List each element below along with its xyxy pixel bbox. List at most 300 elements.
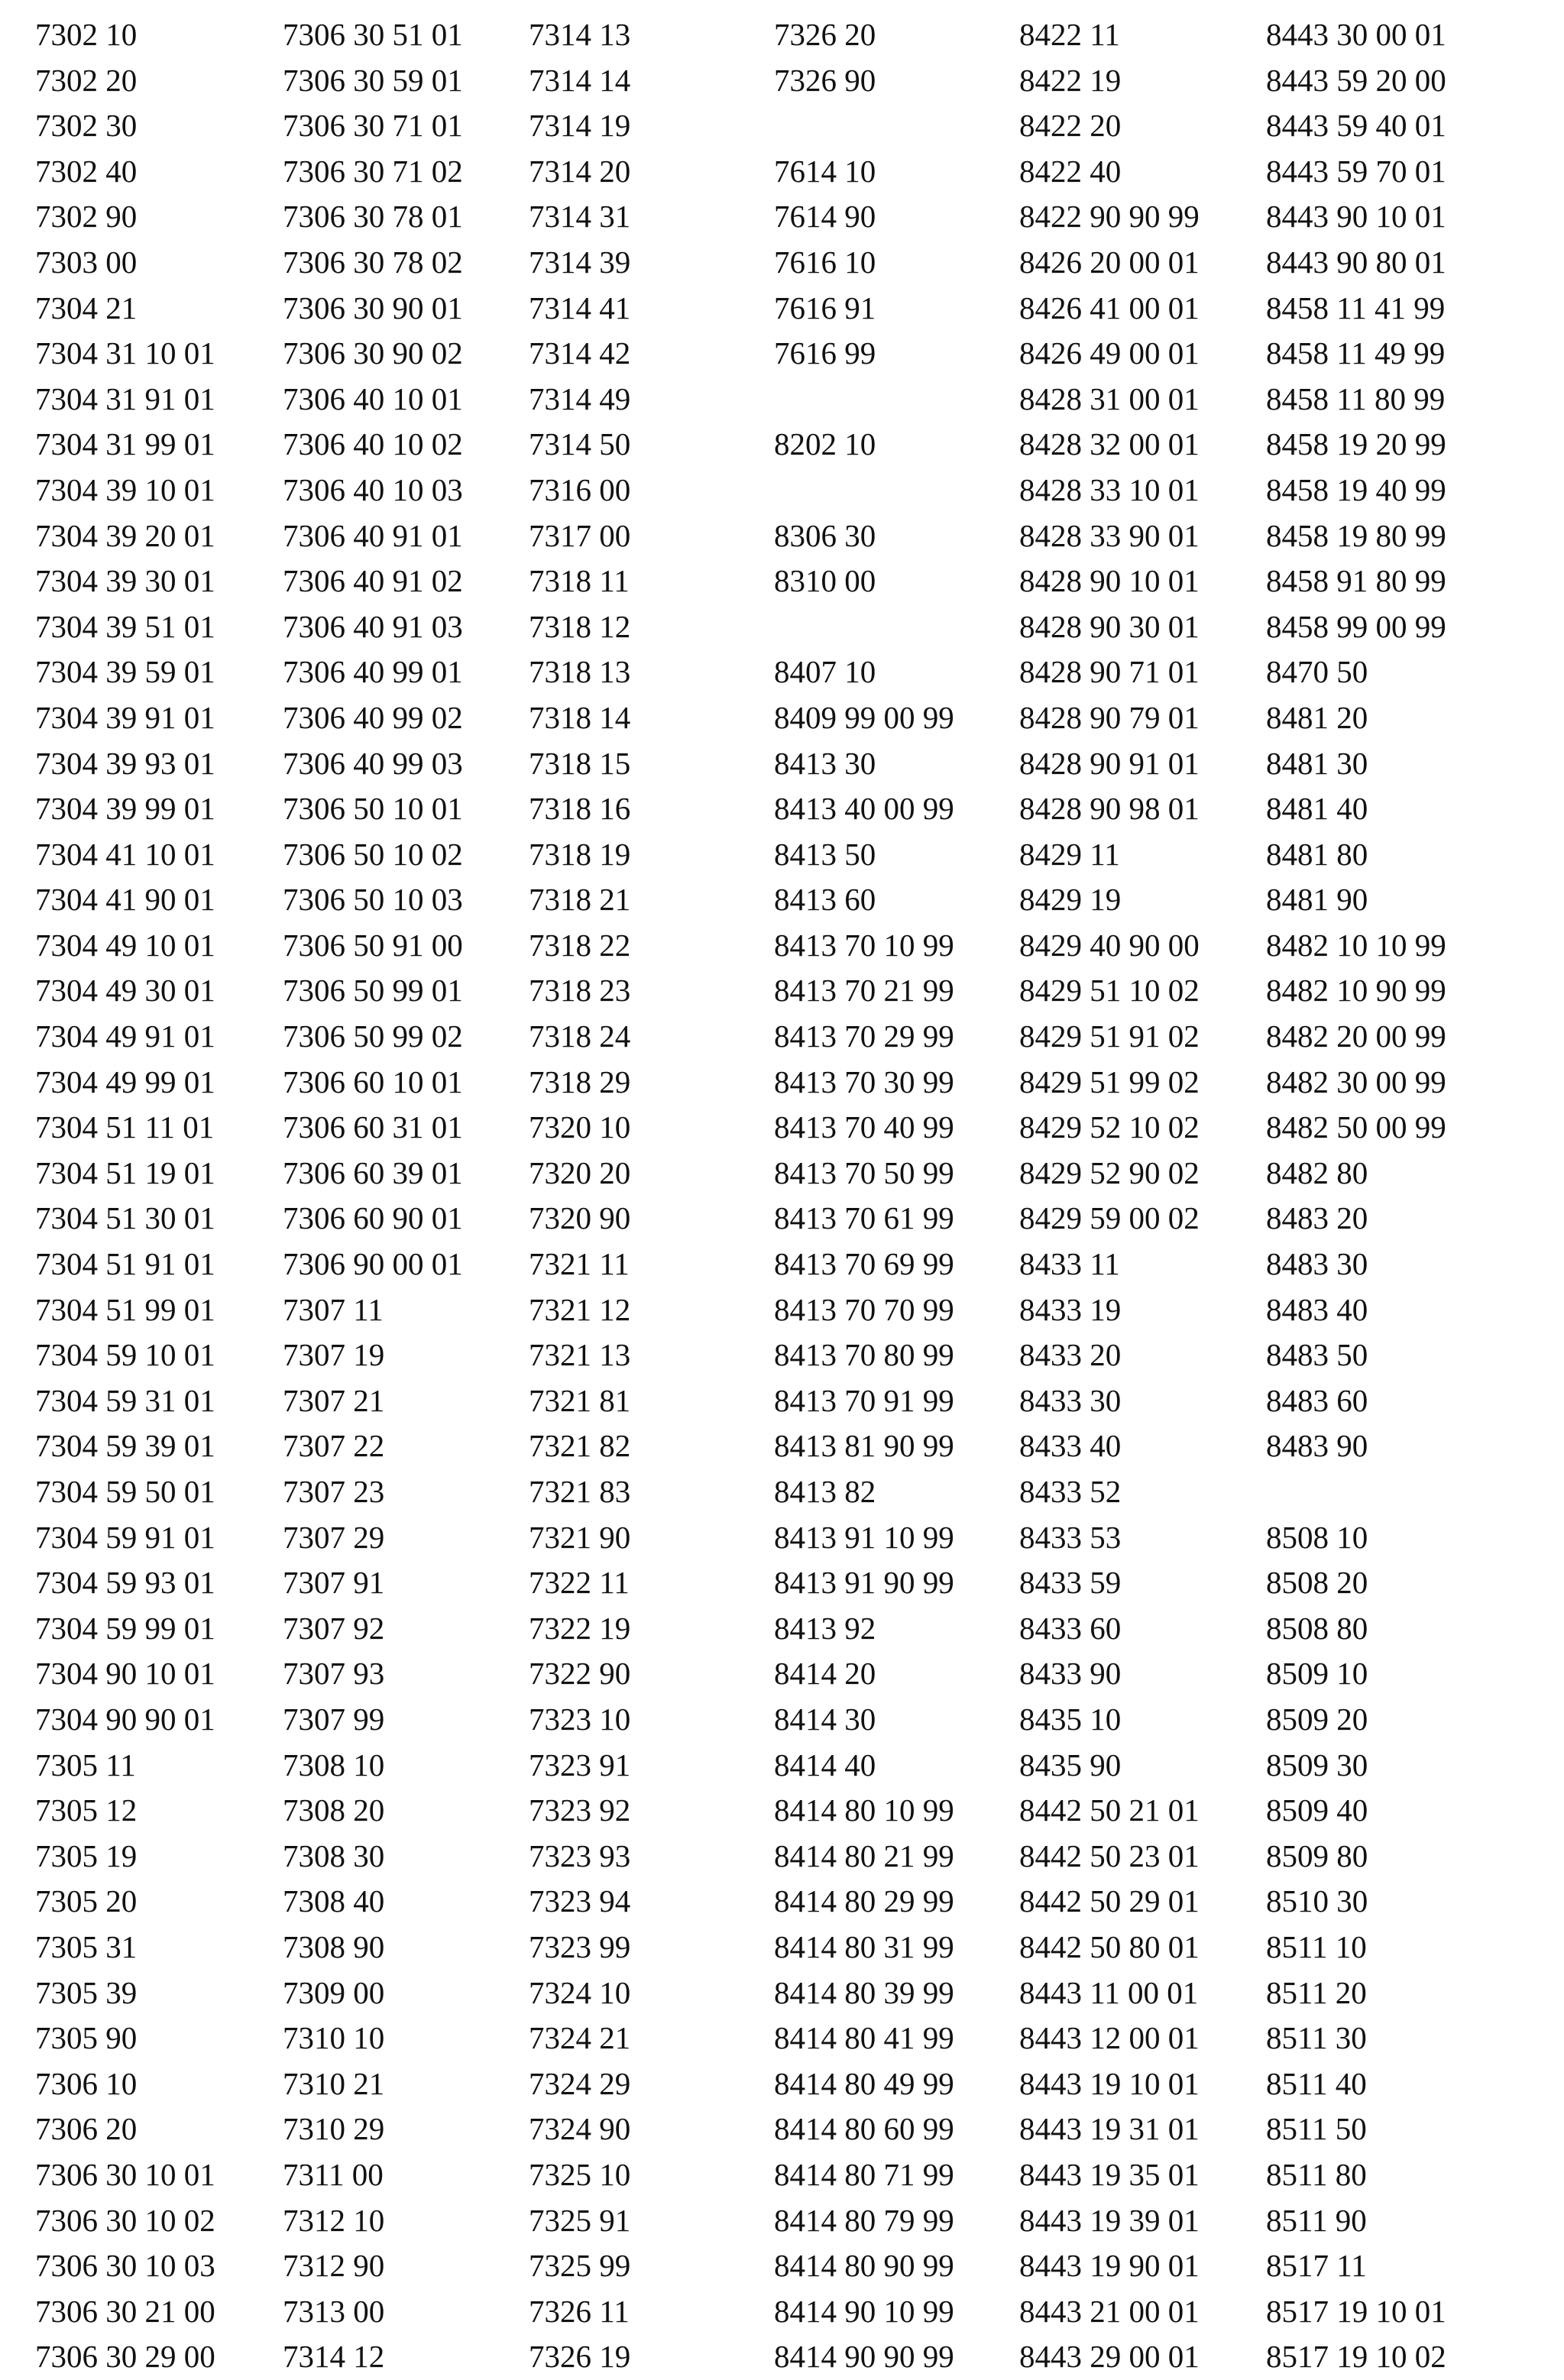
code-entry: 7305 19	[35, 1838, 138, 1873]
code-entry: 8429 52 10 02	[1019, 1109, 1200, 1145]
code-entry: 7306 30 29 00	[35, 2339, 215, 2375]
code-entry: 8483 40	[1266, 1291, 1368, 1327]
code-entry: 7304 31 99 01	[35, 426, 215, 462]
code-entry: 8433 30	[1019, 1382, 1122, 1418]
code-entry: 7318 16	[529, 791, 631, 827]
code-entry: 8428 90 79 01	[1019, 699, 1200, 735]
code-entry: 8433 19	[1019, 1291, 1122, 1327]
code-entry: 8414 80 29 99	[774, 1883, 954, 1919]
code-entry: 7320 10	[529, 1109, 631, 1145]
code-entry: 7306 30 59 01	[283, 62, 463, 98]
code-entry: 7306 30 90 02	[283, 335, 463, 371]
code-entry: 8413 70 80 99	[774, 1337, 954, 1373]
code-entry: 7311 00	[283, 2156, 384, 2192]
code-entry: 8443 12 00 01	[1019, 2020, 1200, 2056]
code-entry: 7304 59 93 01	[35, 1565, 215, 1601]
code-entry: 7304 49 30 01	[35, 973, 215, 1009]
code-entry: 8433 53	[1019, 1519, 1122, 1555]
code-column-5	[1019, 12, 1200, 2380]
code-entry: 8483 20	[1266, 1200, 1368, 1236]
code-entry: 7307 11	[283, 1291, 384, 1327]
code-entry: 7317 00	[529, 517, 631, 553]
code-entry: 7312 90	[283, 2248, 385, 2284]
code-entry: 7307 22	[283, 1428, 385, 1464]
code-entry: 8517 19 10 01	[1266, 2293, 1446, 2329]
code-entry: 8458 99 00 99	[1266, 608, 1446, 644]
code-entry: 7318 19	[529, 836, 631, 872]
code-entry: 8414 80 79 99	[774, 2202, 954, 2238]
code-entry: 7314 39	[529, 244, 631, 280]
code-entry: 7614 90	[774, 199, 876, 235]
code-entry: 7306 40 10 03	[283, 471, 463, 507]
code-entry: 8443 19 10 01	[1019, 2065, 1200, 2101]
code-entry: 8511 50	[1266, 2111, 1367, 2147]
code-entry: 7306 20	[35, 2111, 138, 2147]
code-column-3	[529, 12, 630, 2380]
code-entry: 8483 90	[1266, 1428, 1368, 1464]
code-entry: 8511 20	[1266, 1974, 1367, 2010]
code-entry: 7614 10	[774, 153, 876, 189]
code-entry: 7318 15	[529, 745, 631, 781]
code-entry: 8458 91 80 99	[1266, 563, 1446, 599]
code-entry: 8426 49 00 01	[1019, 335, 1200, 371]
code-entry: 7306 30 10 03	[35, 2248, 215, 2284]
code-entry: 8481 80	[1266, 836, 1368, 872]
code-entry: 7302 20	[35, 62, 138, 98]
code-entry: 7324 10	[529, 1974, 631, 2010]
code-entry: 8443 90 80 01	[1266, 244, 1446, 280]
code-entry: 8428 33 90 01	[1019, 517, 1200, 553]
code-entry: 7324 21	[529, 2020, 631, 2056]
code-entry: 7308 10	[283, 1747, 385, 1783]
code-entry: 7318 22	[529, 927, 631, 963]
code-entry: 7320 90	[529, 1200, 631, 1236]
code-entry: 8483 60	[1266, 1382, 1368, 1418]
code-entry: 7306 30 10 02	[35, 2202, 215, 2238]
code-entry: 8428 90 10 01	[1019, 563, 1200, 599]
code-entry: 8409 99 00 99	[774, 699, 954, 735]
code-entry: 8433 60	[1019, 1610, 1122, 1646]
code-entry: 7306 50 10 03	[283, 882, 463, 918]
code-entry: 8517 19 10 02	[1266, 2339, 1446, 2375]
code-entry: 7306 40 99 03	[283, 745, 463, 781]
code-entry: 7304 21	[35, 290, 138, 325]
code-entry: 7314 19	[529, 108, 631, 144]
code-entry: 8481 20	[1266, 699, 1368, 735]
code-entry: 7304 59 91 01	[35, 1519, 215, 1555]
code-entry: 8458 11 41 99	[1266, 290, 1446, 325]
code-entry	[1266, 1469, 1446, 1515]
code-entry: 7321 81	[529, 1382, 631, 1418]
code-entry: 8414 80 21 99	[774, 1838, 954, 1873]
code-entry: 7302 40	[35, 153, 138, 189]
code-entry: 8413 70 91 99	[774, 1382, 954, 1418]
code-entry: 8511 40	[1266, 2065, 1367, 2101]
code-entry: 8511 80	[1266, 2156, 1367, 2192]
code-entry: 8483 30	[1266, 1246, 1368, 1282]
code-entry: 8413 70 61 99	[774, 1200, 954, 1236]
code-entry: 7302 30	[35, 108, 138, 144]
code-entry: 7316 00	[529, 471, 631, 507]
code-entry: 8443 19 35 01	[1019, 2156, 1200, 2192]
code-entry: 8414 80 31 99	[774, 1928, 954, 1964]
code-entry: 8429 52 90 02	[1019, 1154, 1200, 1190]
code-entry: 8414 80 49 99	[774, 2065, 954, 2101]
code-entry: 7302 90	[35, 199, 138, 235]
code-entry: 7322 90	[529, 1656, 631, 1692]
code-entry: 8443 59 20 00	[1266, 62, 1446, 98]
code-entry: 7306 40 10 02	[283, 426, 463, 462]
code-entry: 7308 20	[283, 1792, 385, 1828]
code-entry: 7318 23	[529, 973, 631, 1009]
code-entry: 8413 60	[774, 882, 876, 918]
code-entry: 7304 39 51 01	[35, 608, 215, 644]
code-entry: 7321 12	[529, 1291, 631, 1327]
code-entry: 7304 90 10 01	[35, 1656, 215, 1692]
code-entry: 8413 91 90 99	[774, 1565, 954, 1601]
code-entry: 7304 39 20 01	[35, 517, 215, 553]
code-entry: 8422 40	[1019, 153, 1122, 189]
code-entry: 7306 40 91 02	[283, 563, 463, 599]
code-entry: 7306 40 99 01	[283, 654, 463, 690]
code-entry: 7306 60 10 01	[283, 1064, 463, 1099]
code-entry: 7304 41 10 01	[35, 836, 215, 872]
code-entry: 7307 23	[283, 1474, 385, 1509]
code-entry: 7306 40 99 02	[283, 699, 463, 735]
code-entry: 7304 51 30 01	[35, 1200, 215, 1236]
code-entry: 7307 19	[283, 1337, 385, 1373]
code-entry: 8433 20	[1019, 1337, 1122, 1373]
code-entry: 7306 30 78 01	[283, 199, 463, 235]
code-entry: 8413 82	[774, 1474, 876, 1509]
code-entry: 8429 59 00 02	[1019, 1200, 1200, 1236]
code-entry: 7306 30 78 02	[283, 244, 463, 280]
code-entry: 7306 90 00 01	[283, 1246, 463, 1282]
code-entry: 7318 24	[529, 1018, 631, 1054]
code-entry: 7318 14	[529, 699, 631, 735]
code-entry: 7616 99	[774, 335, 876, 371]
code-entry: 7304 59 39 01	[35, 1428, 215, 1464]
code-entry: 7304 39 10 01	[35, 471, 215, 507]
code-entry: 7321 83	[529, 1474, 631, 1509]
code-entry: 8458 19 20 99	[1266, 426, 1446, 462]
code-entry: 8428 90 91 01	[1019, 745, 1200, 781]
code-entry: 7304 39 91 01	[35, 699, 215, 735]
code-entry: 7304 39 93 01	[35, 745, 215, 781]
code-entry: 7306 40 91 01	[283, 517, 463, 553]
code-entry: 7616 10	[774, 244, 876, 280]
code-entry: 8414 30	[774, 1701, 876, 1737]
code-entry: 8414 80 10 99	[774, 1792, 954, 1828]
code-entry: 8442 50 21 01	[1019, 1792, 1200, 1828]
code-entry: 8458 11 49 99	[1266, 335, 1446, 371]
code-entry: 7306 50 10 02	[283, 836, 463, 872]
code-entry: 7306 50 99 01	[283, 973, 463, 1009]
code-entry: 8414 90 10 99	[774, 2293, 954, 2329]
code-entry: 8508 80	[1266, 1610, 1368, 1646]
code-entry: 7304 59 10 01	[35, 1337, 215, 1373]
code-entry: 8482 50 00 99	[1266, 1109, 1446, 1145]
code-entry: 7321 13	[529, 1337, 631, 1373]
code-entry: 8429 11	[1019, 836, 1120, 872]
code-entry: 7314 31	[529, 199, 631, 235]
code-entry: 8428 33 10 01	[1019, 471, 1200, 507]
code-entry: 7306 60 31 01	[283, 1109, 463, 1145]
code-entry: 8442 50 23 01	[1019, 1838, 1200, 1873]
code-entry: 8310 00	[774, 563, 876, 599]
code-entry: 7318 29	[529, 1064, 631, 1099]
code-entry: 8443 11 00 01	[1019, 1974, 1199, 2010]
code-entry: 7326 19	[529, 2339, 631, 2375]
code-entry: 7306 30 71 01	[283, 108, 463, 144]
code-entry: 8511 90	[1266, 2202, 1367, 2238]
code-entry: 7304 39 30 01	[35, 563, 215, 599]
code-entry: 8482 10 10 99	[1266, 927, 1446, 963]
code-entry: 8428 90 98 01	[1019, 791, 1200, 827]
code-entry: 7321 90	[529, 1519, 631, 1555]
code-entry: 7304 41 90 01	[35, 882, 215, 918]
code-entry: 8428 31 00 01	[1019, 380, 1200, 416]
code-entry: 8482 80	[1266, 1154, 1368, 1190]
code-entry: 8481 40	[1266, 791, 1368, 827]
code-entry: 7304 31 91 01	[35, 380, 215, 416]
code-entry: 8482 20 00 99	[1266, 1018, 1446, 1054]
code-entry: 8482 10 90 99	[1266, 973, 1446, 1009]
code-entry: 8433 52	[1019, 1474, 1122, 1509]
code-entry: 7305 12	[35, 1792, 138, 1828]
code-entry: 8458 19 80 99	[1266, 517, 1446, 553]
code-entry: 8414 20	[774, 1656, 876, 1692]
code-entry: 7314 49	[529, 380, 631, 416]
code-entry: 7307 93	[283, 1656, 385, 1692]
code-entry: 7314 20	[529, 153, 631, 189]
code-entry: 7326 11	[529, 2293, 630, 2329]
code-entry: 8508 20	[1266, 1565, 1368, 1601]
code-entry: 8422 20	[1019, 108, 1122, 144]
code-entry: 8413 70 21 99	[774, 973, 954, 1009]
code-entry: 7306 60 39 01	[283, 1154, 463, 1190]
code-entry: 8413 70 69 99	[774, 1246, 954, 1282]
code-entry: 7306 30 10 01	[35, 2156, 215, 2192]
code-entry: 8483 50	[1266, 1337, 1368, 1373]
code-entry: 8443 59 70 01	[1266, 153, 1446, 189]
code-entry: 8413 30	[774, 745, 876, 781]
code-entry: 8433 40	[1019, 1428, 1122, 1464]
code-entry: 8428 90 71 01	[1019, 654, 1200, 690]
code-entry: 7306 50 10 01	[283, 791, 463, 827]
code-entry: 7304 51 99 01	[35, 1291, 215, 1327]
code-entry: 7306 30 90 01	[283, 290, 463, 325]
code-entry: 7322 19	[529, 1610, 631, 1646]
code-entry: 7304 59 31 01	[35, 1382, 215, 1418]
code-entry: 8413 92	[774, 1610, 876, 1646]
code-entry: 8202 10	[774, 426, 876, 462]
code-entry: 7306 50 99 02	[283, 1018, 463, 1054]
code-entry: 7312 10	[283, 2202, 385, 2238]
code-entry: 8414 80 39 99	[774, 1974, 954, 2010]
code-entry: 7304 59 99 01	[35, 1610, 215, 1646]
code-entry: 8413 70 40 99	[774, 1109, 954, 1145]
code-entry: 7324 29	[529, 2065, 631, 2101]
code-entry: 8429 51 99 02	[1019, 1064, 1200, 1099]
code-entry: 7310 10	[283, 2020, 385, 2056]
code-entry: 8429 51 10 02	[1019, 973, 1200, 1009]
code-entry: 7306 60 90 01	[283, 1200, 463, 1236]
code-entry	[774, 103, 954, 149]
code-entry: 8413 70 29 99	[774, 1018, 954, 1054]
code-entry: 8414 40	[774, 1747, 876, 1783]
code-entry: 7304 49 10 01	[35, 927, 215, 963]
code-entry: 8510 30	[1266, 1883, 1368, 1919]
code-entry: 7303 00	[35, 244, 138, 280]
code-entry: 8509 80	[1266, 1838, 1368, 1873]
code-entry: 7304 31 10 01	[35, 335, 215, 371]
code-entry: 7305 39	[35, 1974, 138, 2010]
code-entry: 7313 00	[283, 2293, 385, 2329]
code-entry: 8413 70 30 99	[774, 1064, 954, 1099]
code-entry: 8509 10	[1266, 1656, 1368, 1692]
code-entry: 7314 13	[529, 17, 631, 52]
code-entry: 8517 11	[1266, 2248, 1367, 2284]
code-entry: 7314 14	[529, 62, 631, 98]
code-entry: 7308 90	[283, 1928, 385, 1964]
code-entry: 8426 20 00 01	[1019, 244, 1200, 280]
code-entry: 7307 21	[283, 1382, 385, 1418]
code-entry: 8433 59	[1019, 1565, 1122, 1601]
code-entry: 8413 50	[774, 836, 876, 872]
code-entry: 7318 21	[529, 882, 631, 918]
code-entry: 8511 30	[1266, 2020, 1367, 2056]
code-entry: 8443 29 00 01	[1019, 2339, 1200, 2375]
code-entry: 8422 90 90 99	[1019, 199, 1200, 235]
code-entry: 7321 82	[529, 1428, 631, 1464]
code-entry: 8481 30	[1266, 745, 1368, 781]
code-entry: 8428 90 30 01	[1019, 608, 1200, 644]
code-column-6	[1266, 12, 1446, 2380]
code-entry: 7323 99	[529, 1928, 631, 1964]
code-entry: 8413 70 70 99	[774, 1291, 954, 1327]
code-entry: 7314 41	[529, 290, 631, 325]
code-entry: 7304 49 99 01	[35, 1064, 215, 1099]
code-entry: 7306 40 91 03	[283, 608, 463, 644]
code-entry: 7325 10	[529, 2156, 631, 2192]
code-entry: 7321 11	[529, 1246, 630, 1282]
code-entry: 8481 90	[1266, 882, 1368, 918]
code-entry: 8407 10	[774, 654, 876, 690]
code-entry: 8414 80 41 99	[774, 2020, 954, 2056]
code-entry: 8443 19 90 01	[1019, 2248, 1200, 2284]
code-column-4	[774, 12, 954, 2380]
code-entry: 8442 50 80 01	[1019, 1928, 1200, 1964]
code-entry: 8422 19	[1019, 62, 1122, 98]
code-entry: 7304 51 91 01	[35, 1246, 215, 1282]
code-entry: 8413 81 90 99	[774, 1428, 954, 1464]
code-entry: 8414 80 71 99	[774, 2156, 954, 2192]
code-entry: 8470 50	[1266, 654, 1368, 690]
code-entry: 7310 21	[283, 2065, 385, 2101]
code-entry: 7323 94	[529, 1883, 631, 1919]
code-entry: 8413 40 00 99	[774, 791, 954, 827]
code-entry: 7318 12	[529, 608, 631, 644]
code-entry: 8426 41 00 01	[1019, 290, 1200, 325]
code-entry: 8429 51 91 02	[1019, 1018, 1200, 1054]
code-entry: 7302 10	[35, 17, 138, 52]
code-entry: 7306 30 51 01	[283, 17, 463, 52]
code-entry: 7314 42	[529, 335, 631, 371]
code-entry: 7307 92	[283, 1610, 385, 1646]
code-entry: 7309 00	[283, 1974, 385, 2010]
code-entry: 7314 50	[529, 426, 631, 462]
code-entry: 7304 51 11 01	[35, 1109, 215, 1145]
code-entry: 7306 50 91 00	[283, 927, 463, 963]
code-entry: 7318 11	[529, 563, 630, 599]
code-entry: 7306 40 10 01	[283, 380, 463, 416]
code-entry: 7325 99	[529, 2248, 631, 2284]
code-entry: 8433 11	[1019, 1246, 1120, 1282]
code-entry: 8413 70 50 99	[774, 1154, 954, 1190]
code-entry: 8413 91 10 99	[774, 1519, 954, 1555]
code-entry: 8443 30 00 01	[1266, 17, 1446, 52]
code-entry: 8435 90	[1019, 1747, 1122, 1783]
code-entry: 8435 10	[1019, 1701, 1122, 1737]
code-entry: 8511 10	[1266, 1928, 1367, 1964]
code-entry: 7314 12	[283, 2339, 385, 2375]
code-entry: 8509 40	[1266, 1792, 1368, 1828]
code-entry: 7304 90 90 01	[35, 1701, 215, 1737]
code-entry: 8443 19 31 01	[1019, 2111, 1200, 2147]
code-entry: 7305 31	[35, 1928, 138, 1964]
code-entry: 7320 20	[529, 1154, 631, 1190]
code-entry: 7322 11	[529, 1565, 630, 1601]
code-entry: 8509 30	[1266, 1747, 1368, 1783]
code-entry: 7306 10	[35, 2065, 138, 2101]
code-entry: 7306 30 21 00	[35, 2293, 215, 2329]
code-entry: 7304 59 50 01	[35, 1474, 215, 1509]
code-entry: 8443 19 39 01	[1019, 2202, 1200, 2238]
code-entry	[774, 377, 954, 423]
code-entry: 7323 93	[529, 1838, 631, 1873]
code-entry: 7304 39 59 01	[35, 654, 215, 690]
code-entry: 7324 90	[529, 2111, 631, 2147]
code-entry: 7308 30	[283, 1838, 385, 1873]
code-entry: 7326 20	[774, 17, 876, 52]
code-entry: 7308 40	[283, 1883, 385, 1919]
code-entry: 8509 20	[1266, 1701, 1368, 1737]
code-entry: 8458 11 80 99	[1266, 380, 1446, 416]
code-entry: 8442 50 29 01	[1019, 1883, 1200, 1919]
code-entry: 8458 19 40 99	[1266, 471, 1446, 507]
code-entry: 8413 70 10 99	[774, 927, 954, 963]
code-entry: 7307 91	[283, 1565, 385, 1601]
code-entry: 8414 80 60 99	[774, 2111, 954, 2147]
code-entry: 8443 90 10 01	[1266, 199, 1446, 235]
code-entry: 8429 40 90 00	[1019, 927, 1200, 963]
code-entry	[774, 468, 954, 513]
code-entry: 7305 11	[35, 1747, 136, 1783]
code-entry: 8428 32 00 01	[1019, 426, 1200, 462]
code-entry: 8422 11	[1019, 17, 1120, 52]
code-entry: 8433 90	[1019, 1656, 1122, 1692]
code-column-1	[35, 12, 215, 2380]
code-entry: 7307 99	[283, 1701, 385, 1737]
code-entry: 8429 19	[1019, 882, 1122, 918]
code-entry: 7305 90	[35, 2020, 138, 2056]
code-entry: 8414 80 90 99	[774, 2248, 954, 2284]
code-entry: 8508 10	[1266, 1519, 1368, 1555]
code-entry: 8414 90 90 99	[774, 2339, 954, 2375]
code-entry: 7616 91	[774, 290, 876, 325]
code-entry: 7305 20	[35, 1883, 138, 1919]
